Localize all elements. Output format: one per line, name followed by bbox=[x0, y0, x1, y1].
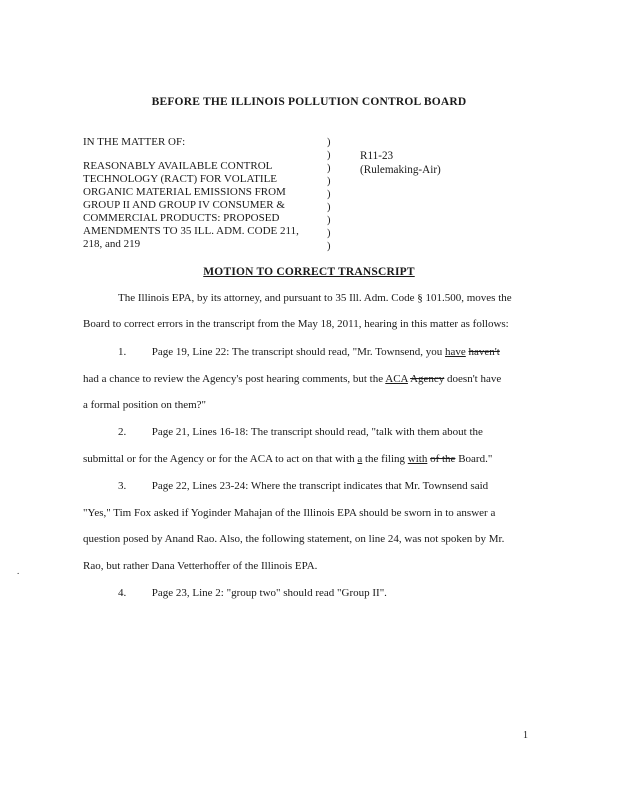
caption-subject-line: AMENDMENTS TO 35 ILL. ADM. CODE 211, bbox=[83, 225, 299, 237]
item-3-line bbox=[118, 480, 488, 492]
caption-paren: ) bbox=[327, 137, 331, 148]
caption-subject-line: ORGANIC MATERIAL EMISSIONS FROM bbox=[83, 186, 286, 198]
deleted-text: Agency bbox=[410, 373, 445, 385]
docket-type: (Rulemaking-Air) bbox=[360, 164, 441, 176]
caption-paren: ) bbox=[327, 189, 331, 200]
inserted-text: have bbox=[445, 346, 466, 358]
margin-mark: . bbox=[17, 566, 20, 576]
item-number: 4. bbox=[118, 587, 127, 599]
intro-line: Board to correct errors in the transcript from the May 18, 2011, hearing in this matter as follows: bbox=[83, 318, 509, 330]
deleted-text: haven't bbox=[468, 346, 500, 358]
caption-paren: ) bbox=[327, 176, 331, 187]
motion-title: MOTION TO CORRECT TRANSCRIPT bbox=[203, 266, 415, 278]
item-text: Board." bbox=[458, 453, 493, 465]
item-2-line bbox=[118, 426, 483, 438]
page-number: 1 bbox=[523, 730, 528, 741]
item-3-line: question posed by Anand Rao. Also, the following statement, on line 24, was not spoken by Mr. bbox=[83, 533, 505, 545]
item-text: Where the transcript indicates that Mr. Townsend said bbox=[250, 480, 489, 492]
item-citation: Page 22, Lines 23-24: bbox=[151, 480, 249, 492]
caption-paren: ) bbox=[327, 241, 331, 252]
item-4-line bbox=[118, 587, 387, 599]
item-text: submittal or for the Agency or for the ACA to act on that with bbox=[83, 453, 355, 465]
item-text: doesn't have bbox=[447, 373, 502, 385]
caption-matter-intro: IN THE MATTER OF: bbox=[83, 136, 186, 148]
caption-subject-line: REASONABLY AVAILABLE CONTROL bbox=[83, 160, 273, 172]
item-citation: Page 21, Lines 16-18: bbox=[151, 426, 249, 438]
intro-line: The Illinois EPA, by its attorney, and pursuant to 35 Ill. Adm. Code § 101.500, moves the bbox=[118, 292, 512, 304]
caption-subject-line: 218, and 219 bbox=[83, 238, 141, 250]
caption-paren: ) bbox=[327, 215, 331, 226]
item-text: the filing bbox=[364, 453, 406, 465]
caption-subject-line: COMMERCIAL PRODUCTS: PROPOSED bbox=[83, 212, 280, 224]
item-citation: Page 19, Line 22: bbox=[151, 346, 230, 358]
caption-paren: ) bbox=[327, 163, 331, 174]
item-3-line: "Yes," Tim Fox asked if Yoginder Mahajan of the Illinois EPA should be sworn in to answer a bbox=[83, 507, 496, 519]
item-number: 2. bbox=[118, 426, 127, 438]
deleted-text: of the bbox=[430, 453, 456, 465]
item-2-line bbox=[83, 453, 492, 465]
item-number: 3. bbox=[118, 480, 127, 492]
item-citation: Page 23, Line 2: bbox=[151, 587, 224, 599]
item-number: 1. bbox=[118, 346, 127, 358]
caption-subject-line: GROUP II AND GROUP IV CONSUMER & bbox=[83, 199, 285, 211]
item-1-line: a formal position on them?" bbox=[83, 399, 207, 411]
inserted-text: with bbox=[407, 453, 428, 465]
caption-paren: ) bbox=[327, 202, 331, 213]
caption-paren: ) bbox=[327, 150, 331, 161]
caption-subject-line: TECHNOLOGY (RACT) FOR VOLATILE bbox=[83, 173, 278, 185]
document-heading: BEFORE THE ILLINOIS POLLUTION CONTROL BOARD bbox=[151, 96, 467, 108]
item-3-line: Rao, but rather Dana Vetterhoffer of the Illinois EPA. bbox=[83, 560, 318, 572]
item-text: "group two" should read "Group II". bbox=[226, 587, 387, 599]
caption-paren: ) bbox=[327, 228, 331, 239]
item-1-line bbox=[118, 346, 500, 358]
inserted-text: a bbox=[357, 453, 363, 465]
docket-number: R11-23 bbox=[360, 150, 394, 162]
item-text: had a chance to review the Agency's post hearing comments, but the bbox=[83, 373, 384, 385]
item-1-line bbox=[83, 373, 501, 385]
item-text: The transcript should read, "Mr. Townsend, you bbox=[231, 346, 443, 358]
item-text: The transcript should read, "talk with them about the bbox=[250, 426, 483, 438]
inserted-text: ACA bbox=[385, 373, 408, 385]
